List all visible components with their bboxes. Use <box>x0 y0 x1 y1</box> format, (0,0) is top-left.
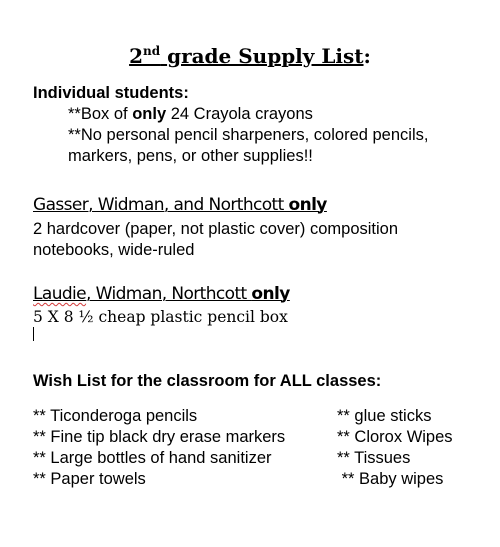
laudie-line-1: 5 X 8 ½ cheap plastic pencil box <box>33 308 288 326</box>
gasser-line-2: notebooks, wide-ruled <box>33 241 195 259</box>
title-superscript: nd <box>142 44 161 58</box>
individual-heading: Individual students: <box>33 84 189 102</box>
laudie-heading <box>33 284 290 304</box>
gasser-heading-names: Gasser, Widman, and Northcott <box>33 195 289 215</box>
page-title <box>0 44 500 68</box>
gasser-heading <box>33 195 327 215</box>
crayons-line <box>68 105 313 124</box>
wishlist-item: ** Large bottles of hand sanitizer <box>33 449 272 467</box>
no-personal-line-2: markers, pens, or other supplies!! <box>68 147 313 165</box>
crayons-pre: **Box of <box>68 105 133 123</box>
gasser-only: only <box>288 195 327 215</box>
laudie-only: only <box>251 284 290 304</box>
crayons-only: only <box>132 105 167 123</box>
wishlist-item: ** glue sticks <box>337 407 432 425</box>
laudie-heading-rest: , Widman, Northcott <box>86 284 252 304</box>
wishlist-left-column <box>33 406 285 490</box>
title-colon: : <box>363 44 371 68</box>
crayons-post: 24 Crayola crayons <box>166 105 313 123</box>
wishlist-item: ** Clorox Wipes <box>337 428 453 446</box>
wishlist-item: ** Tissues <box>337 449 411 467</box>
wishlist-heading: Wish List for the classroom for ALL classes: <box>33 372 382 390</box>
wishlist-right-column <box>337 406 453 490</box>
text-cursor <box>33 327 34 341</box>
wishlist-item: ** Fine tip black dry erase markers <box>33 428 286 446</box>
laudie-name: Laudie <box>33 284 87 304</box>
wishlist-item: ** Ticonderoga pencils <box>33 407 198 425</box>
wishlist-item: ** Paper towels <box>33 470 146 488</box>
title-main: grade Supply List <box>167 44 364 68</box>
title-prefix: 2 <box>129 44 143 68</box>
no-personal-line-1: **No personal pencil sharpeners, colored pencils, <box>68 126 429 144</box>
gasser-line-1: 2 hardcover (paper, not plastic cover) composition <box>33 220 399 238</box>
wishlist-item: ** Baby wipes <box>337 470 444 488</box>
